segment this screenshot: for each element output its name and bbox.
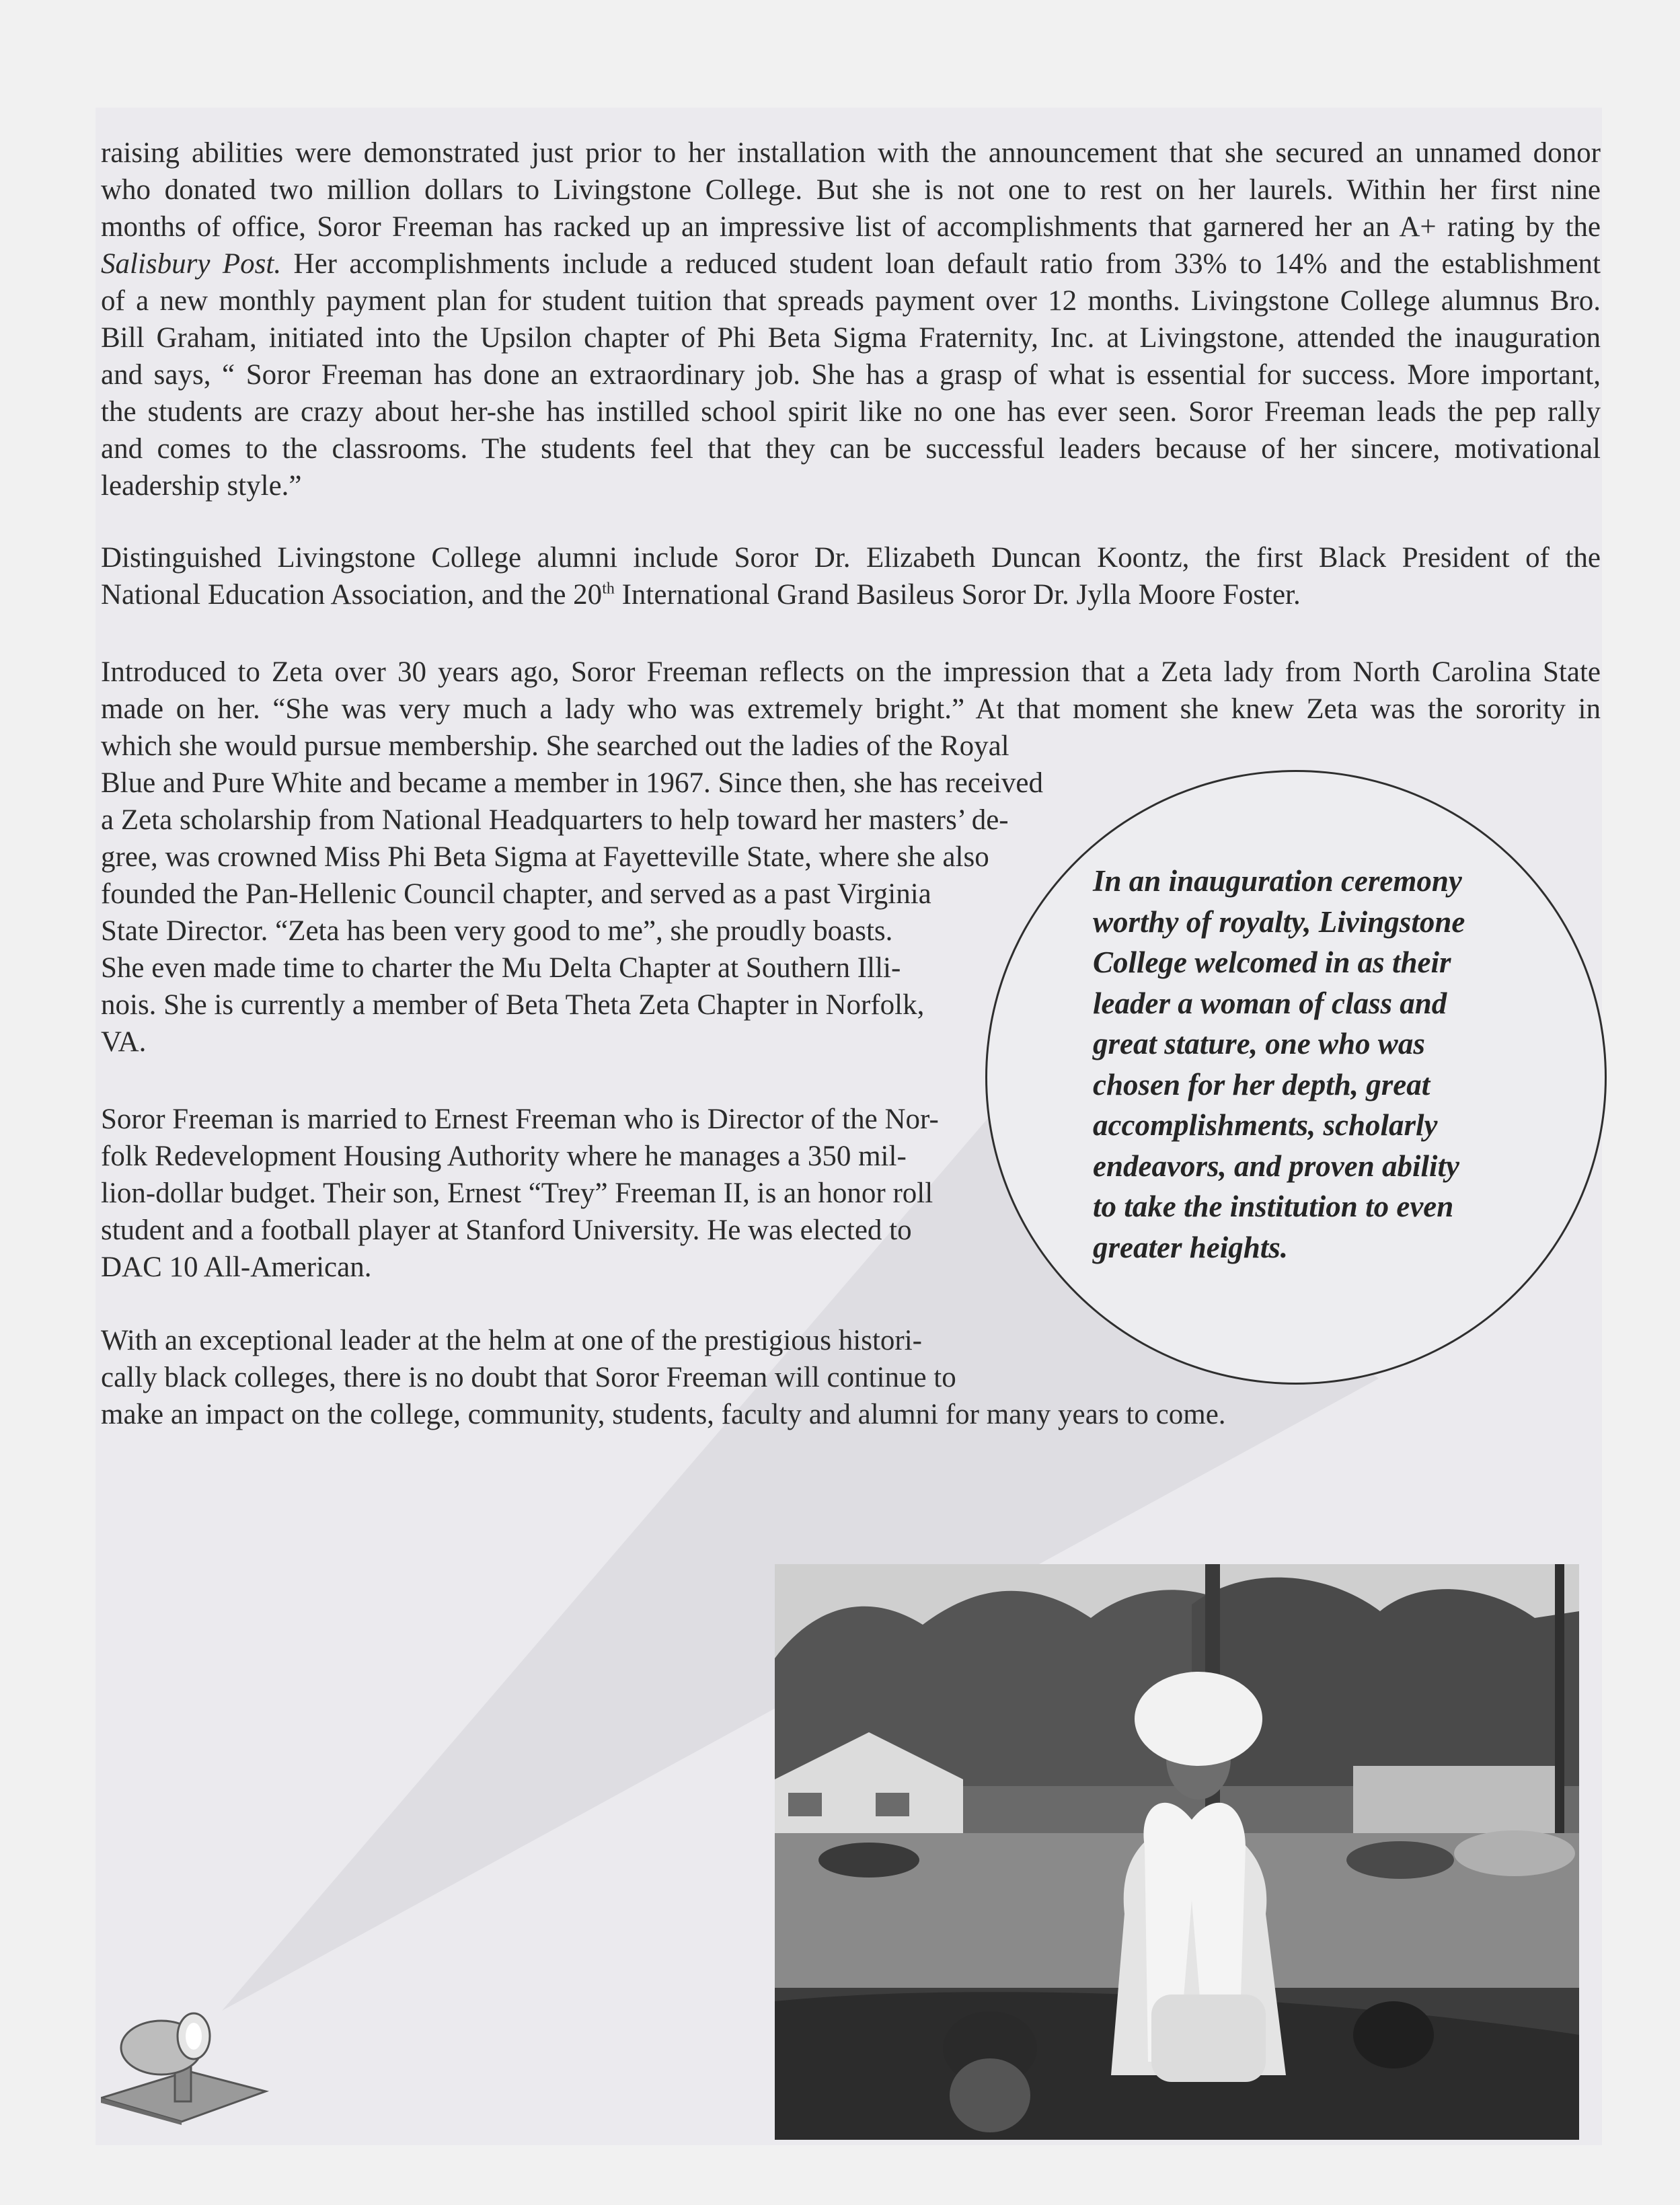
paragraph-2: Distinguished Livingstone College alumni include Soror Dr. Elizabeth Duncan Koontz, the first Black President of the National Education Association, and the 20th International Grand Basileus Soror Dr. Jylla Moore Foster. [101, 542, 1601, 611]
parade-photo [775, 1564, 1579, 2140]
paragraph-4: Soror Freeman is married to Ernest Freeman who is Director of the Nor- folk Redevelopment Housing Authority where he manages a 350 mil- lion-dollar budget. Their son, Ernest “Trey” Freeman II, is an honor roll student and a football player at Stanford University. He was elected to DAC 10 All-American. [101, 1104, 939, 1283]
publication-name: Salisbury Post. [101, 248, 282, 280]
paragraph-3: Introduced to Zeta over 30 years ago, Soror Freeman reflects on the impression that a Zeta lady from North Carolina State made on her. “She was very much a lady who was extremely bright.” At that moment she knew Zeta was the sorority in which she would pursue membership. She searched out the ladies of the Royal Blue and Pure White and became a member in 1967. Since then, she has received a Zeta scholarship from National Headquarters to help toward her masters’ de- gree, was crowned Miss Phi Beta Sigma at Fayetteville State, where she also founded the Pan-Hellenic Council chapter, and served as a past Virginia State Director. “Zeta has been very good to me”, she proudly boasts. She even made time to charter the Mu Delta Chapter at Southern Illi- nois. She is currently a member of Beta Theta Zeta Chapter in Norfolk, VA. [101, 656, 1601, 1058]
pull-quote: In an inauguration ceremony worthy of royalty, Livingstone College welcomed in as their leader a woman of class and great stature, one who was chosen for her depth, great accomplishments, scholarly endeavors, and proven ability to take the institution to even greater heights. [1093, 864, 1465, 1264]
paragraph-1: raising abilities were demonstrated just prior to her installation with the announcement that she secured an unnamed donor who donated two million dollars to Livingstone College. But she is not one to rest on her laurels. Within her first nine months of office, Soror Freeman has racked up an impressive list of accomplishments that garnered her an A+ rating by the Salisbury Post. Her accomplishments include a reduced student loan default ratio from 33% to 14% and the establishment of a new monthly payment plan for student tuition that spreads payment over 12 months. Livingstone College alumnus Bro. Bill Graham, initiated into the Upsilon chapter of Phi Beta Sigma Fraternity, Inc. at Livingstone, attended the inauguration and says, “ Soror Freeman has done an extraordinary job. She has a grasp of what is essential for success. More important, the students are crazy about her-she has instilled school spirit like no one has ever seen. Soror Freeman leads the pep rally and comes to the classrooms. The students feel that they can be successful leaders because of her sincere, motivational leadership style.” [101, 137, 1601, 502]
paragraph-5: With an exceptional leader at the helm at one of the prestigious histori- cally black colleges, there is no doubt that Soror Freeman will continue to make an impact on the college, community, students, faculty and alumni for many years to come. [101, 1325, 1226, 1430]
spotlight-icon [101, 2011, 276, 2125]
